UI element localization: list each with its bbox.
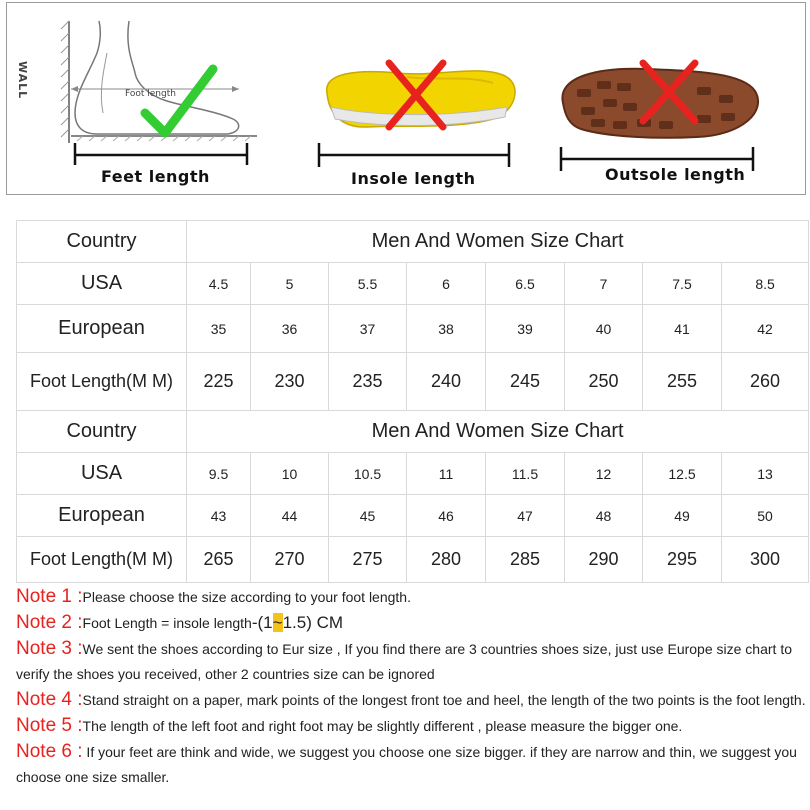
foot-length-cell: 245 <box>486 353 565 411</box>
note-text: We sent the shoes according to Eur size , If you find there are 3 countries shoes size, just use Europe size chart to verify the shoes you received, other 2 countries size can be ignored <box>16 641 792 682</box>
note-3 <box>16 636 806 687</box>
table-row <box>17 453 809 495</box>
size-chart-title: Men And Women Size Chart <box>187 221 809 263</box>
european-size-cell: 42 <box>722 305 809 353</box>
note-5 <box>16 713 806 739</box>
foot-length-cell: 230 <box>251 353 329 411</box>
european-size-cell: 45 <box>329 495 407 537</box>
european-size-cell: 36 <box>251 305 329 353</box>
usa-size-cell: 11 <box>407 453 486 495</box>
note-text: Please choose the size according to your foot length. <box>82 589 411 605</box>
usa-size-cell: 5.5 <box>329 263 407 305</box>
note-text: The length of the left foot and right foot may be slightly different , please measure the bigger one. <box>82 718 683 734</box>
foot-length-cell: 265 <box>187 537 251 583</box>
country-header: Country <box>17 221 187 263</box>
foot-length-cell: 295 <box>643 537 722 583</box>
feet-length-illustration <box>7 3 267 196</box>
foot-length-cell: 250 <box>565 353 643 411</box>
usa-row-header: USA <box>17 453 187 495</box>
note-text: If your feet are think and wide, we suggest you choose one size bigger. if they are narrow and thin, we suggest you choose one size smaller. <box>16 744 797 785</box>
table-row <box>17 305 809 353</box>
usa-size-cell: 4.5 <box>187 263 251 305</box>
note-label: Note 3 : <box>16 638 83 659</box>
european-size-cell: 37 <box>329 305 407 353</box>
european-size-cell: 41 <box>643 305 722 353</box>
foot-length-row-header: Foot Length(M M) <box>17 353 187 411</box>
table-row <box>17 411 809 453</box>
european-size-cell: 39 <box>486 305 565 353</box>
note-text: Stand straight on a paper, mark points of the longest front toe and heel, the length of the two points is the foot length. <box>82 692 806 708</box>
foot-length-cell: 235 <box>329 353 407 411</box>
note-formula-tilde: ~ <box>272 613 283 632</box>
european-size-cell: 43 <box>187 495 251 537</box>
size-chart-title: Men And Women Size Chart <box>187 411 809 453</box>
foot-length-cell: 290 <box>565 537 643 583</box>
european-size-cell: 40 <box>565 305 643 353</box>
usa-size-cell: 6.5 <box>486 263 565 305</box>
insole-drawing <box>287 3 537 196</box>
foot-length-cell: 225 <box>187 353 251 411</box>
usa-size-cell: 5 <box>251 263 329 305</box>
check-icon <box>145 69 213 133</box>
usa-size-cell: 10 <box>251 453 329 495</box>
usa-size-cell: 12 <box>565 453 643 495</box>
table-row <box>17 537 809 583</box>
country-header: Country <box>17 411 187 453</box>
usa-size-cell: 11.5 <box>486 453 565 495</box>
foot-length-cell: 255 <box>643 353 722 411</box>
measurement-illustration-panel <box>6 2 806 195</box>
foot-length-cell: 270 <box>251 537 329 583</box>
foot-length-cell: 285 <box>486 537 565 583</box>
foot-length-row-header: Foot Length(M M) <box>17 537 187 583</box>
outsole-length-illustration <box>547 3 802 196</box>
european-row-header: European <box>17 495 187 537</box>
usa-size-cell: 13 <box>722 453 809 495</box>
note-label: Note 5 : <box>16 715 83 736</box>
foot-length-cell: 300 <box>722 537 809 583</box>
outsole-length-label: Outsole length <box>605 165 746 184</box>
usa-size-cell: 7.5 <box>643 263 722 305</box>
foot-length-cell: 275 <box>329 537 407 583</box>
wall-label: WALL <box>16 61 29 100</box>
european-size-cell: 44 <box>251 495 329 537</box>
european-size-cell: 49 <box>643 495 722 537</box>
foot-length-annotation: Foot length <box>125 89 176 99</box>
usa-size-cell: 12.5 <box>643 453 722 495</box>
note-label: Note 1 : <box>16 586 83 607</box>
usa-row-header: USA <box>17 263 187 305</box>
note-label: Note 4 : <box>16 689 83 710</box>
usa-size-cell: 7 <box>565 263 643 305</box>
note-formula-end: 1.5) CM <box>282 613 344 632</box>
note-label: Note 6 : <box>16 741 83 762</box>
european-size-cell: 50 <box>722 495 809 537</box>
insole-length-illustration <box>287 3 537 196</box>
usa-size-cell: 9.5 <box>187 453 251 495</box>
usa-size-cell: 10.5 <box>329 453 407 495</box>
size-chart-table <box>16 220 809 583</box>
european-row-header: European <box>17 305 187 353</box>
usa-size-cell: 6 <box>407 263 486 305</box>
foot-length-cell: 240 <box>407 353 486 411</box>
note-1 <box>16 584 806 610</box>
foot-length-cell: 280 <box>407 537 486 583</box>
table-row <box>17 495 809 537</box>
note-text: Foot Length = insole length <box>82 615 252 631</box>
european-size-cell: 38 <box>407 305 486 353</box>
european-size-cell: 35 <box>187 305 251 353</box>
feet-length-label: Feet length <box>101 167 210 186</box>
note-formula-start: -(1 <box>251 613 273 632</box>
european-size-cell: 47 <box>486 495 565 537</box>
table-row <box>17 353 809 411</box>
note-4 <box>16 687 806 713</box>
note-2 <box>16 610 806 636</box>
insole-length-label: Insole length <box>351 169 476 188</box>
note-6 <box>16 739 806 790</box>
table-row <box>17 221 809 263</box>
usa-size-cell: 8.5 <box>722 263 809 305</box>
foot-length-cell: 260 <box>722 353 809 411</box>
table-row <box>17 263 809 305</box>
european-size-cell: 46 <box>407 495 486 537</box>
european-size-cell: 48 <box>565 495 643 537</box>
notes-section <box>16 584 806 790</box>
note-label: Note 2 : <box>16 612 83 633</box>
